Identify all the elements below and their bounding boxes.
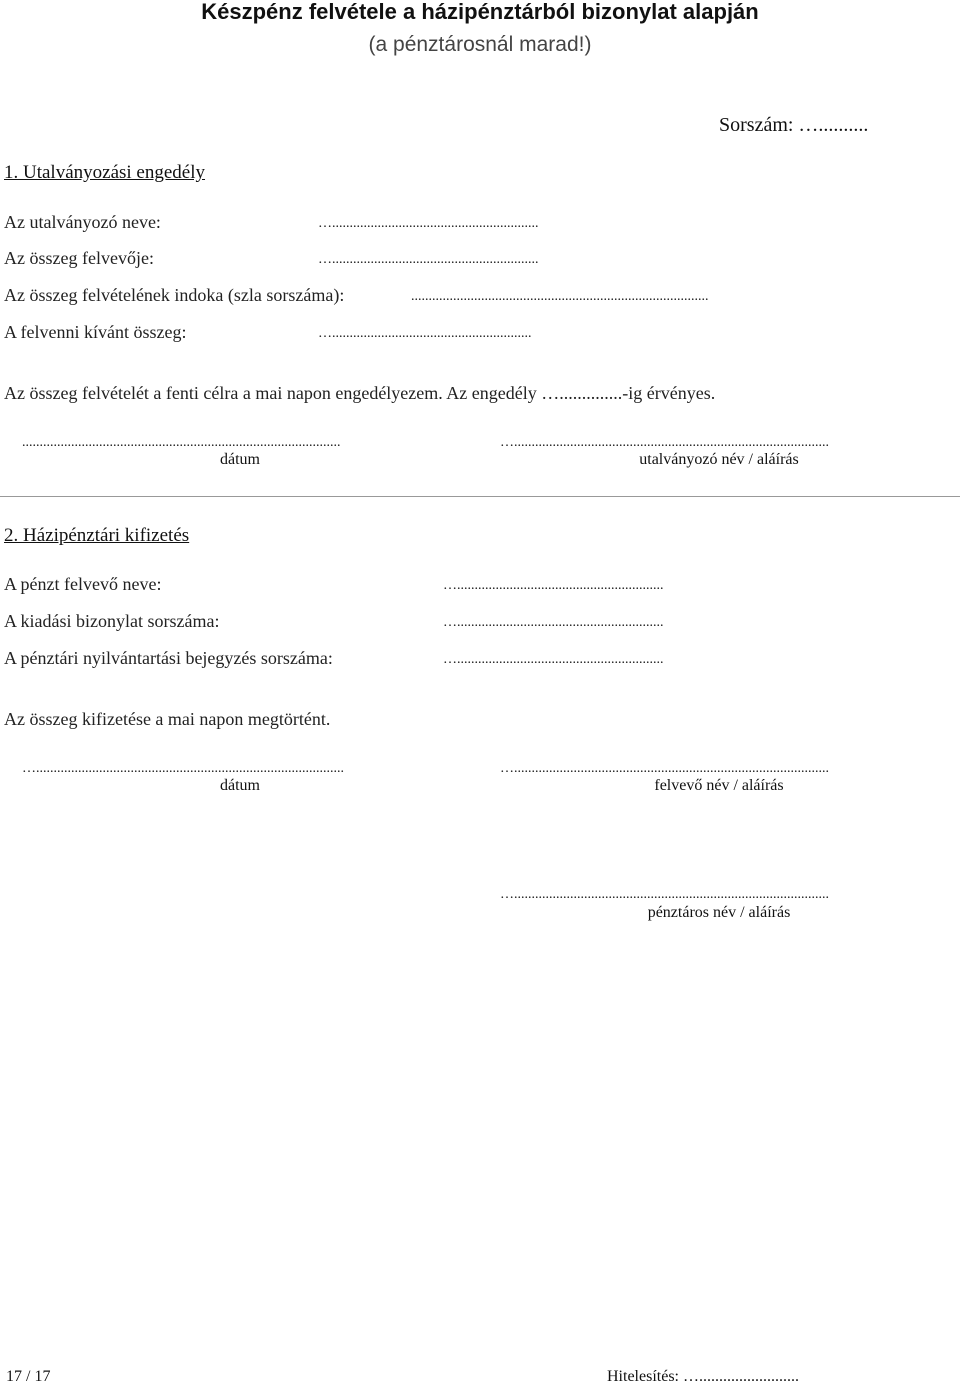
signature-cashier-label: pénztáros név / aláírás	[647, 904, 791, 921]
payment-statement: Az összeg kifizetése a mai napon megtörtént.	[4, 709, 331, 729]
signature-receiver-line: …..........................................................................................	[500, 761, 829, 776]
authentication-field: Hitelesítés: ….........................	[607, 1368, 799, 1385]
field-label-voucher-number: A kiadási bizonylat sorszáma:	[4, 611, 220, 631]
signature-date-label-2: dátum	[220, 777, 260, 794]
page-title: Készpénz felvétele a házipénztárból bizonylat alapján	[201, 0, 759, 24]
field-value-reason: .....................................................................................	[411, 289, 709, 304]
field-label-amount: A felvenni kívánt összeg:	[4, 322, 187, 342]
signature-authorizer-label: utalványozó név / aláírás	[639, 451, 799, 468]
field-value-voucher-number: …...........................................................	[443, 615, 664, 630]
page-subtitle: (a pénztárosnál marad!)	[368, 33, 592, 56]
signature-authorizer-line: …..........................................................................................	[500, 435, 829, 450]
field-value-register-entry: …...........................................................	[443, 652, 664, 667]
field-label-payee-name: A pénzt felvevő neve:	[4, 574, 162, 594]
section1-heading: 1. Utalványozási engedély	[4, 162, 206, 183]
field-label-reason: Az összeg felvételének indoka (szla sorszáma):	[4, 285, 345, 305]
field-value-authorizer-name: …...........................................................	[318, 216, 539, 231]
field-label-register-entry: A pénztári nyilvántartási bejegyzés sorszáma:	[4, 648, 333, 668]
field-value-payee-name: …...........................................................	[443, 578, 664, 593]
field-label-authorizer-name: Az utalványozó neve:	[4, 212, 161, 232]
signature-receiver-label: felvevő név / aláírás	[654, 777, 784, 794]
signature-date-line: ...........................................................................................	[22, 435, 341, 450]
field-value-receiver: …...........................................................	[318, 252, 539, 267]
signature-cashier-line: …..........................................................................................	[500, 887, 829, 902]
approval-statement: Az összeg felvételét a fenti célra a mai napon engedélyezem. Az engedély …..............-ig érvényes.	[4, 383, 716, 403]
page-number: 17 / 17	[6, 1368, 51, 1385]
section2-heading: 2. Házipénztári kifizetés	[4, 525, 190, 546]
section-divider	[0, 496, 960, 497]
signature-date-line-2: …........................................................................................	[22, 761, 344, 776]
field-label-receiver: Az összeg felvevője:	[4, 248, 154, 268]
field-value-amount: ….........................................................	[318, 326, 532, 341]
signature-date-label: dátum	[220, 451, 260, 468]
serial-number-field: Sorszám: …..........	[719, 114, 869, 136]
